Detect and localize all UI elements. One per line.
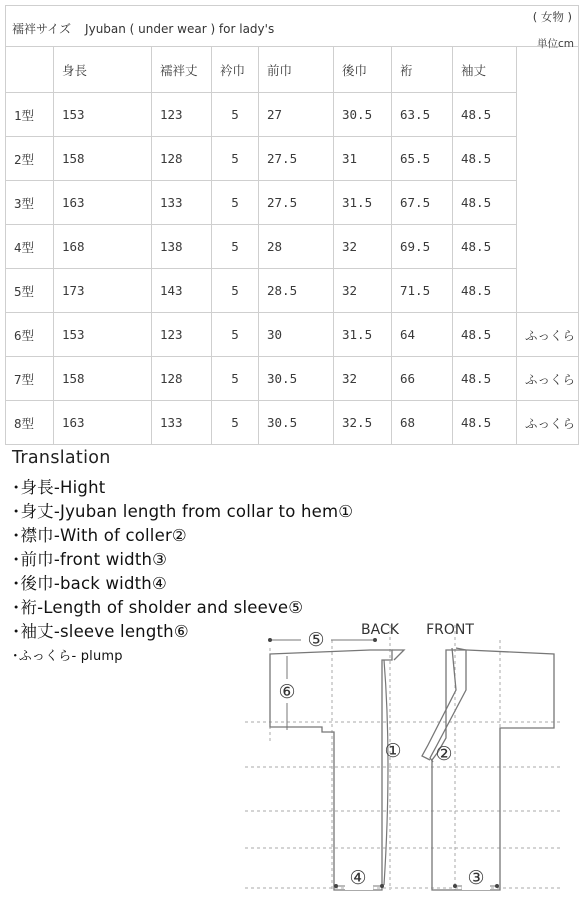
header-cell: 裄 bbox=[392, 47, 453, 93]
yuki-cell: 64 bbox=[392, 313, 453, 357]
dimension-dots bbox=[268, 638, 499, 888]
yuki-cell: 68 bbox=[392, 401, 453, 445]
front-cell: 30.5 bbox=[259, 357, 334, 401]
height-cell: 153 bbox=[54, 93, 152, 137]
sleeve-cell: 48.5 bbox=[453, 225, 517, 269]
sleeve-cell: 48.5 bbox=[453, 313, 517, 357]
length-cell: 128 bbox=[152, 137, 212, 181]
length-cell: 138 bbox=[152, 225, 212, 269]
back-cell: 32 bbox=[334, 225, 392, 269]
marker-sleeve-length: ⑥ bbox=[278, 681, 296, 703]
yuki-cell: 69.5 bbox=[392, 225, 453, 269]
type-cell: 1型 bbox=[6, 93, 54, 137]
back-cell: 31.5 bbox=[334, 313, 392, 357]
header-cell: 身長 bbox=[54, 47, 152, 93]
length-cell: 133 bbox=[152, 181, 212, 225]
header-cell: 襦袢丈 bbox=[152, 47, 212, 93]
marker-front-width: ③ bbox=[467, 867, 485, 889]
type-cell: 5型 bbox=[6, 269, 54, 313]
length-cell: 133 bbox=[152, 401, 212, 445]
glossary-item: ･袖丈-sleeve length⑥ bbox=[12, 622, 189, 641]
collar-cell: 5 bbox=[212, 137, 259, 181]
front-cell: 28.5 bbox=[259, 269, 334, 313]
unit-label: 単位cm bbox=[536, 38, 574, 50]
glossary-item: ･前巾-front width③ bbox=[12, 550, 168, 569]
note-cell: ふっくら bbox=[517, 401, 579, 445]
height-cell: 168 bbox=[54, 225, 152, 269]
back-cell: 31.5 bbox=[334, 181, 392, 225]
back-cell: 32 bbox=[334, 269, 392, 313]
front-cell: 28 bbox=[259, 225, 334, 269]
sleeve-cell: 48.5 bbox=[453, 401, 517, 445]
header-cell: 衿巾 bbox=[212, 47, 259, 93]
height-cell: 173 bbox=[54, 269, 152, 313]
length-cell: 128 bbox=[152, 357, 212, 401]
glossary-item: ･襟巾-With of coller② bbox=[12, 526, 187, 545]
yuki-cell: 65.5 bbox=[392, 137, 453, 181]
header-cell: 後巾 bbox=[334, 47, 392, 93]
height-cell: 158 bbox=[54, 357, 152, 401]
front-cell: 30 bbox=[259, 313, 334, 357]
header-cell: 袖丈 bbox=[453, 47, 517, 93]
marker-collar-width: ② bbox=[435, 743, 453, 765]
collar-cell: 5 bbox=[212, 313, 259, 357]
back-cell: 32 bbox=[334, 357, 392, 401]
length-cell: 123 bbox=[152, 313, 212, 357]
marker-garment-length: ① bbox=[384, 740, 402, 762]
sleeve-cell: 48.5 bbox=[453, 269, 517, 313]
type-cell: 7型 bbox=[6, 357, 54, 401]
length-cell: 123 bbox=[152, 93, 212, 137]
measure-lines bbox=[270, 640, 497, 886]
marker-sleeve-and-shoulder: ⑤ bbox=[307, 629, 325, 651]
type-cell: 3型 bbox=[6, 181, 54, 225]
collar-cell: 5 bbox=[212, 357, 259, 401]
front-label: FRONT bbox=[426, 622, 474, 638]
table-title-en: Jyuban ( under wear ) for lady's bbox=[85, 22, 275, 36]
glossary-item: ･裄-Length of sholder and sleeve⑤ bbox=[12, 598, 304, 617]
collar-cell: 5 bbox=[212, 269, 259, 313]
sleeve-cell: 48.5 bbox=[453, 181, 517, 225]
table-title-jp: 襦袢サイズ bbox=[12, 22, 72, 36]
collar-cell: 5 bbox=[212, 225, 259, 269]
header-cell: 前巾 bbox=[259, 47, 334, 93]
height-cell: 158 bbox=[54, 137, 152, 181]
back-label: BACK bbox=[361, 622, 399, 638]
type-cell: 8型 bbox=[6, 401, 54, 445]
yuki-cell: 66 bbox=[392, 357, 453, 401]
height-cell: 163 bbox=[54, 401, 152, 445]
guide-lines bbox=[245, 625, 560, 890]
back-cell: 31 bbox=[334, 137, 392, 181]
yuki-cell: 67.5 bbox=[392, 181, 453, 225]
type-cell: 2型 bbox=[6, 137, 54, 181]
type-cell: 4型 bbox=[6, 225, 54, 269]
gender-label: ( 女物 ) bbox=[532, 10, 572, 24]
glossary-item: ･身丈-Jyuban length from collar to hem① bbox=[12, 502, 354, 521]
height-cell: 163 bbox=[54, 181, 152, 225]
collar-cell: 5 bbox=[212, 401, 259, 445]
glossary-item: ･ふっくら- plump bbox=[12, 649, 123, 664]
length-cell: 143 bbox=[152, 269, 212, 313]
note-cell: ふっくら bbox=[517, 357, 579, 401]
collar-cell: 5 bbox=[212, 93, 259, 137]
front-cell: 27 bbox=[259, 93, 334, 137]
type-cell: 6型 bbox=[6, 313, 54, 357]
yuki-cell: 71.5 bbox=[392, 269, 453, 313]
front-garment bbox=[422, 648, 554, 890]
translation-heading: Translation bbox=[12, 448, 111, 468]
collar-cell: 5 bbox=[212, 181, 259, 225]
sleeve-cell: 48.5 bbox=[453, 137, 517, 181]
sleeve-cell: 48.5 bbox=[453, 357, 517, 401]
height-cell: 153 bbox=[54, 313, 152, 357]
glossary-item: ･後巾-back width④ bbox=[12, 574, 167, 593]
front-cell: 30.5 bbox=[259, 401, 334, 445]
note-cell: ふっくら bbox=[517, 313, 579, 357]
back-cell: 32.5 bbox=[334, 401, 392, 445]
glossary-item: ･身長-Hight bbox=[12, 478, 106, 497]
back-cell: 30.5 bbox=[334, 93, 392, 137]
yuki-cell: 63.5 bbox=[392, 93, 453, 137]
front-cell: 27.5 bbox=[259, 181, 334, 225]
sleeve-cell: 48.5 bbox=[453, 93, 517, 137]
marker-back-width: ④ bbox=[349, 867, 367, 889]
front-cell: 27.5 bbox=[259, 137, 334, 181]
